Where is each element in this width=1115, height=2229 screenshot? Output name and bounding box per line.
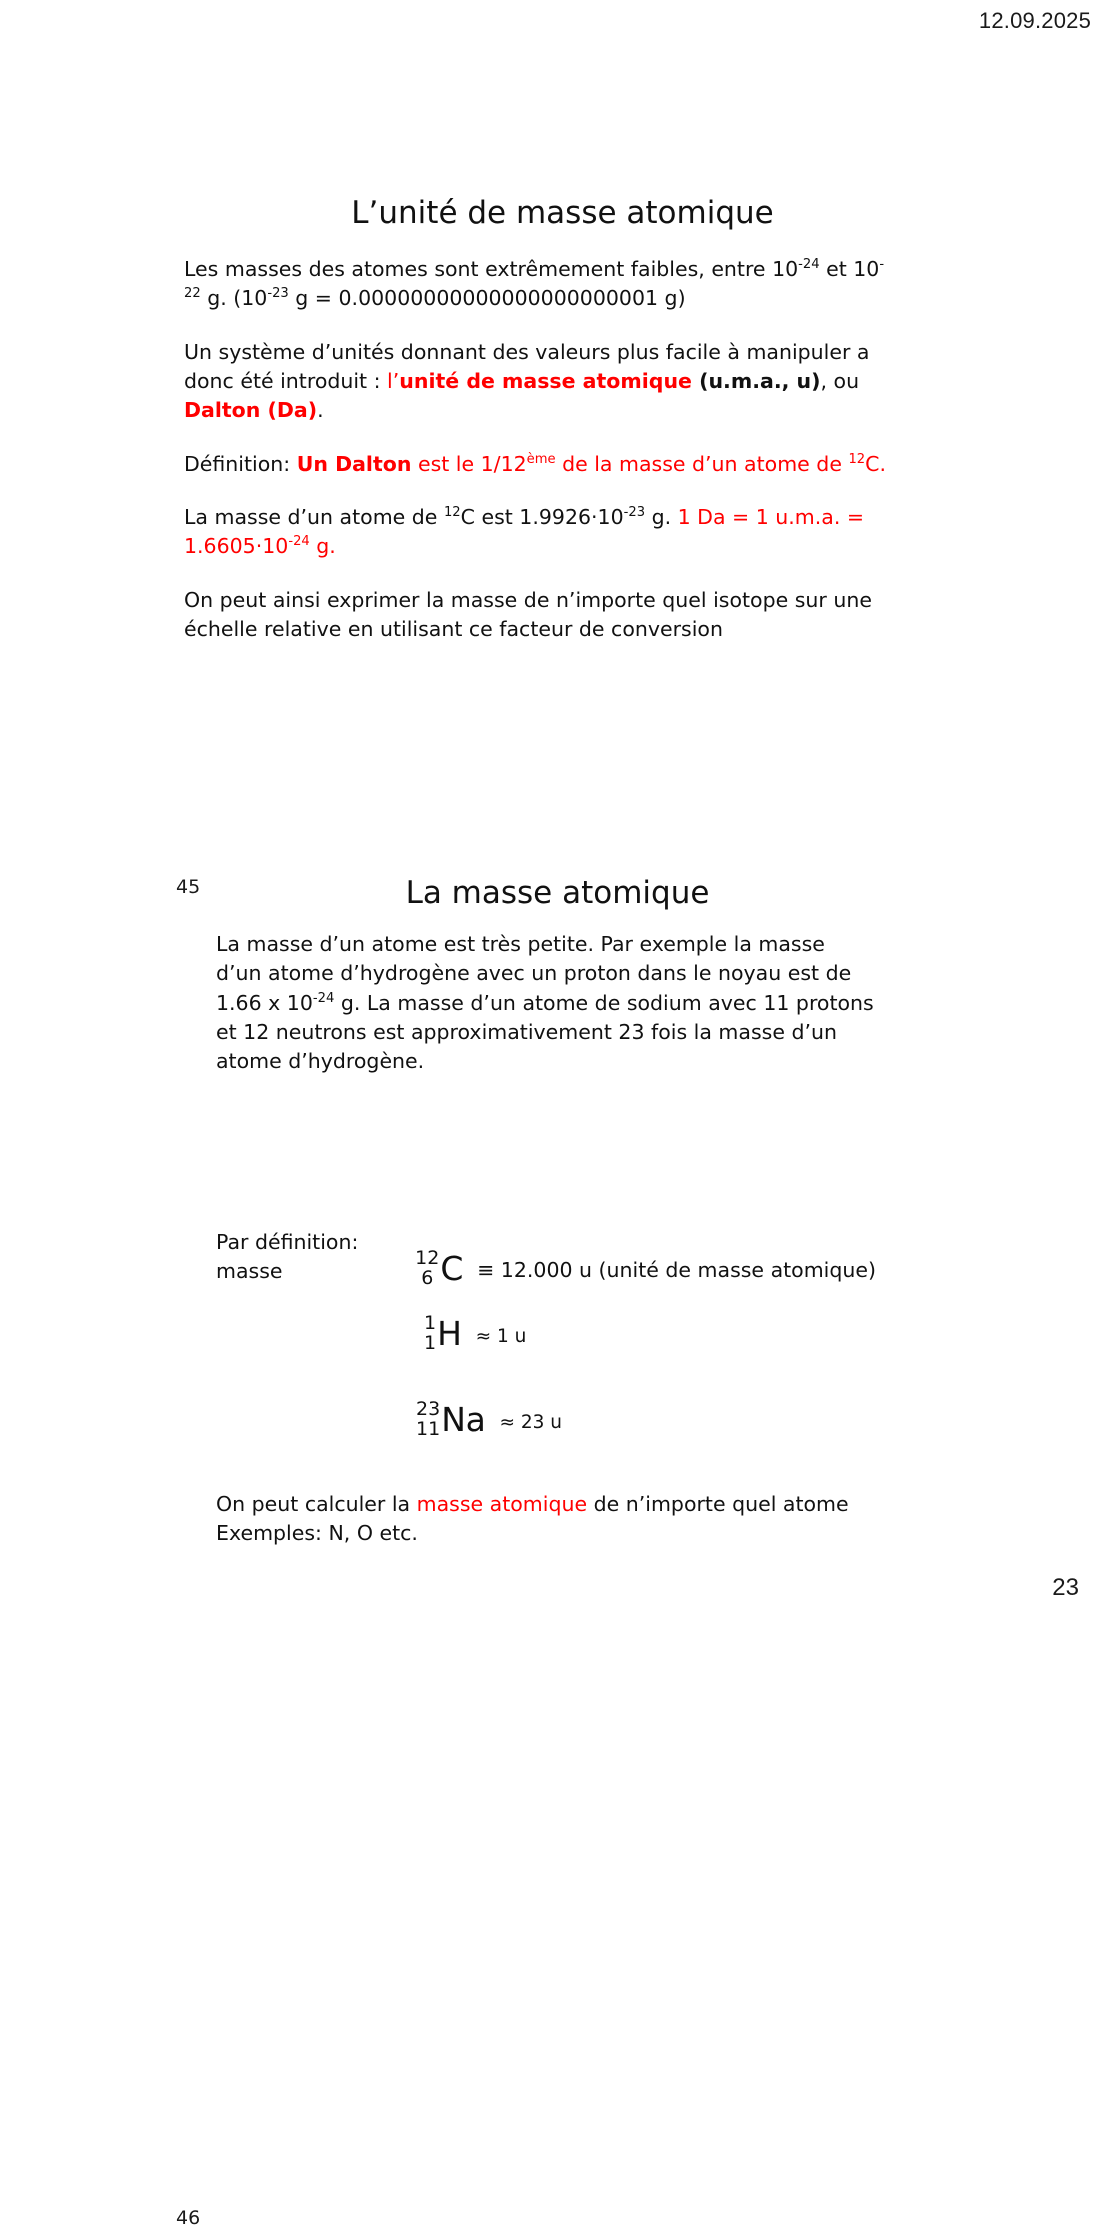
isotope-numbers xyxy=(415,1246,440,1289)
slide-45-body xyxy=(184,255,896,644)
term-uma: unité de masse atomique xyxy=(399,368,692,393)
atomic-number: 11 xyxy=(416,1417,441,1440)
isotope-row-hydrogen xyxy=(420,1314,526,1354)
superscript: -24 xyxy=(312,990,335,1006)
paragraph-atom-masses xyxy=(184,255,896,314)
atomic-number: 6 xyxy=(421,1266,434,1289)
text-span-red: de la masse d’un atome de xyxy=(555,451,849,476)
isotope-notation-sodium xyxy=(416,1400,486,1440)
term-dalton: Dalton (Da) xyxy=(184,398,318,423)
isotope-notation-hydrogen xyxy=(424,1314,462,1354)
superscript: 12 xyxy=(443,505,461,521)
term-masse-atomique: masse atomique xyxy=(416,1492,588,1516)
text-span: de n’importe quel atome Exemples: N, O etc. xyxy=(216,1492,849,1546)
superscript: 12 xyxy=(848,451,866,467)
isotope-mass-value: ≈ 23 u xyxy=(499,1412,563,1434)
slide-46-title: La masse atomique xyxy=(405,875,710,911)
text-span: g. (10 xyxy=(200,286,268,311)
text-span: Les masses des atomes sont extrêmement faibles, entre 10 xyxy=(184,257,799,281)
text-span: La masse d’un atome de xyxy=(184,504,444,529)
slide-45-title: L’unité de masse atomique xyxy=(351,195,774,231)
mass-number: 12 xyxy=(415,1246,440,1269)
element-symbol: C xyxy=(440,1248,464,1288)
paragraph-carbon-mass xyxy=(184,503,896,562)
paragraph-definition xyxy=(184,450,896,479)
page-number: 23 xyxy=(1052,1574,1079,1601)
isotope-numbers xyxy=(416,1400,441,1440)
text-span: On peut calculer la xyxy=(216,1492,417,1516)
text-span-red: est le 1/12 xyxy=(411,451,527,476)
superscript: -24 xyxy=(798,257,820,273)
term-un-dalton: Un Dalton xyxy=(296,451,412,476)
text-span-red: l’ xyxy=(387,368,400,393)
text-span: g. La masse d’un atome de sodium avec 11 protons et 12 neutrons est approximativement 23 fois la masse d’un atome d’hydrogène. xyxy=(216,990,874,1074)
text-span: La masse d’un atome est très petite. Par exemple la masse d’un atome d’hydrogène avec un proton dans le noyau est de 1.66 x 10 xyxy=(216,932,852,1015)
isotope-row-carbon xyxy=(216,1228,876,1289)
equivalence-dalton-uma: 1 Da = 1 u.m.a. = 1.6605·10 xyxy=(184,504,865,559)
paragraph-unit-system xyxy=(184,338,896,426)
text-span-red: C. xyxy=(865,451,886,476)
definition-label: Définition: xyxy=(184,451,297,476)
text-span: . xyxy=(317,398,324,423)
superscript: ème xyxy=(526,451,556,467)
paragraph-closing xyxy=(216,1490,876,1549)
element-symbol: Na xyxy=(441,1399,486,1439)
paragraph-relative-scale: On peut ainsi exprimer la masse de n’importe quel isotope sur une échelle relative en utilisant ce facteur de conversion xyxy=(184,587,872,641)
isotope-mass-value: ≡ 12.000 u (unité de masse atomique) xyxy=(477,1258,876,1283)
superscript: -24 xyxy=(288,534,310,550)
term-uma-abbr: (u.m.a., u) xyxy=(691,368,821,393)
atomic-number: 1 xyxy=(424,1331,437,1354)
slide-46 xyxy=(0,830,1115,2229)
text-span: Un système d’unités donnant des valeurs plus facile à manipuler a donc été introduit : xyxy=(184,339,870,393)
definition-lead-label: Par définition: masse xyxy=(216,1230,359,1284)
element-symbol: H xyxy=(437,1313,462,1353)
isotope-row-sodium xyxy=(412,1400,562,1440)
slide-number-46: 46 xyxy=(176,2207,201,2229)
superscript: -23 xyxy=(623,505,646,521)
mass-number: 1 xyxy=(424,1312,437,1334)
text-span-red: g. xyxy=(309,534,336,559)
text-span: C est 1.9926·10 xyxy=(460,504,624,529)
superscript: -22 xyxy=(184,257,885,302)
superscript: -23 xyxy=(267,286,289,302)
text-span: g. xyxy=(645,504,678,529)
slide-46-body xyxy=(216,930,876,1546)
text-span: g = 0.00000000000000000000001 g) xyxy=(288,286,686,311)
isotope-notation-carbon xyxy=(415,1246,464,1289)
document-date: 12.09.2025 xyxy=(978,8,1091,33)
mass-number: 23 xyxy=(416,1398,441,1420)
paragraph-small-mass xyxy=(216,930,876,1077)
isotope-mass-value: ≈ 1 u xyxy=(475,1326,527,1348)
slide-number-45: 45 xyxy=(176,876,201,898)
text-span: et 10 xyxy=(819,257,880,281)
text-span: , ou xyxy=(820,368,860,393)
isotope-numbers xyxy=(424,1314,437,1354)
